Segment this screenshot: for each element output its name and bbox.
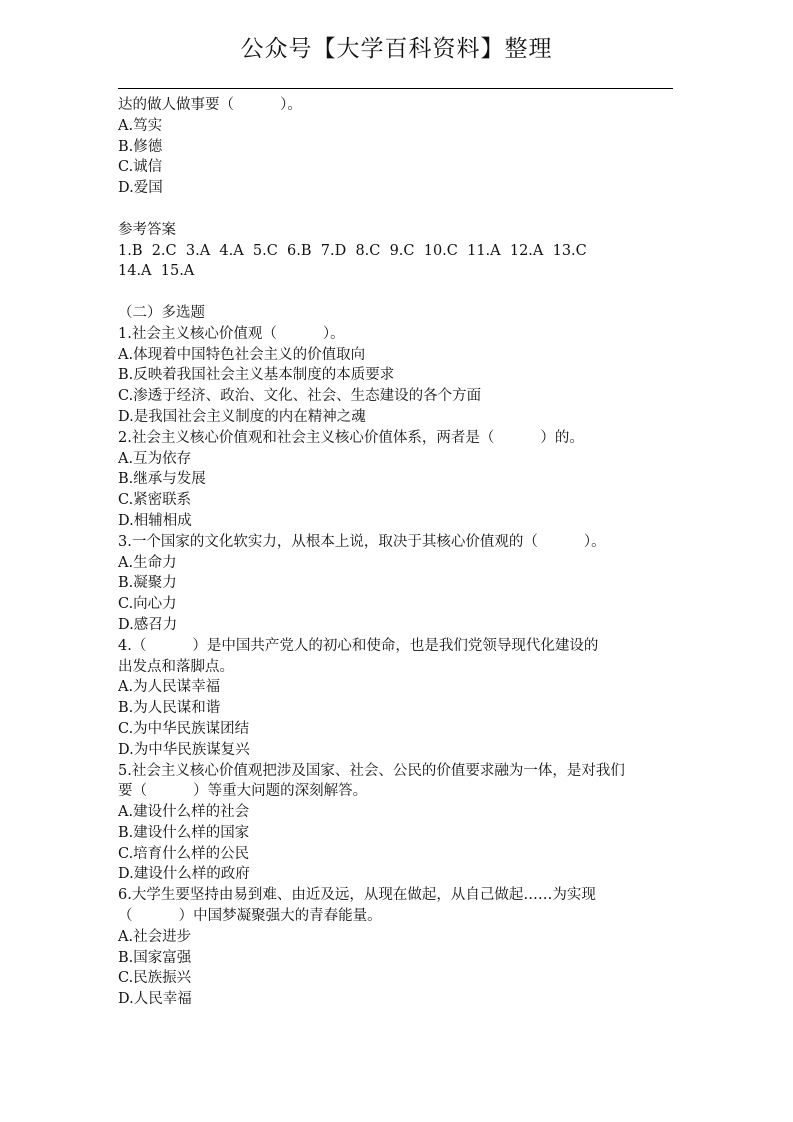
question-stem: 2.社会主义核心价值观和社会主义核心价值体系，两者是（ ）的。 — [118, 429, 584, 446]
option-b: B.凝聚力 — [118, 575, 177, 592]
option-c: C.培育什么样的公民 — [118, 845, 250, 862]
option-d: D.人民幸福 — [118, 991, 192, 1008]
option-d: D.是我国社会主义制度的内在精神之魂 — [118, 408, 366, 425]
answers-line-2: 14.A 15.A — [118, 263, 195, 280]
header-divider — [118, 88, 673, 89]
option-d: D.相辅相成 — [118, 512, 192, 529]
document-body — [118, 95, 678, 1010]
question-stem: 3.一个国家的文化软实力，从根本上说，取决于其核心价值观的（ ）。 — [118, 533, 606, 550]
option-a: A.笃实 — [118, 117, 163, 134]
option-c: C.民族振兴 — [118, 970, 192, 987]
option-d: D.爱国 — [118, 180, 163, 197]
option-c: C.向心力 — [118, 596, 177, 613]
question-stem-continued: （ ）中国梦凝聚强大的青春能量。 — [118, 908, 382, 925]
option-b: B.为人民谋和谐 — [118, 700, 221, 717]
question-stem: 4.（ ）是中国共产党人的初心和使命，也是我们党领导现代化建设的 — [118, 637, 599, 654]
answers-heading: 参考答案 — [118, 221, 176, 238]
option-a: A.建设什么样的社会 — [118, 804, 250, 821]
spacer — [118, 199, 678, 220]
option-a: A.生命力 — [118, 554, 177, 571]
option-a: A.互为依存 — [118, 450, 192, 467]
question-stem-continued: 出发点和落脚点。 — [118, 658, 234, 675]
option-b: B.国家富强 — [118, 949, 192, 966]
question-stem-continued: 要（ ）等重大问题的深刻解答。 — [118, 783, 368, 800]
option-a: A.社会进步 — [118, 928, 192, 945]
option-d: D.感召力 — [118, 616, 178, 633]
section-title: （二）多选题 — [118, 304, 205, 321]
option-b: B.反映着我国社会主义基本制度的本质要求 — [118, 367, 395, 384]
option-a: A.体现着中国特色社会主义的价值取向 — [118, 346, 366, 363]
option-b: B.继承与发展 — [118, 471, 206, 488]
option-c: C.诚信 — [118, 159, 163, 176]
question-stem: 5.社会主义核心价值观把涉及国家、社会、公民的价值要求融为一体，是对我们 — [118, 762, 625, 779]
question-stem: 达的做人做事要（ ）。 — [118, 97, 302, 113]
answers-line-1: 1.B 2.C 3.A 4.A 5.C 6.B 7.D 8.C 9.C 10.C 11.A 12.A 13.C — [118, 242, 587, 259]
spacer — [118, 282, 678, 303]
option-d: D.为中华民族谋复兴 — [118, 741, 250, 758]
option-d: D.建设什么样的政府 — [118, 866, 250, 883]
question-stem: 6.大学生要坚持由易到难、由近及远，从现在做起，从自己做起……为实现 — [118, 887, 596, 904]
option-b: B.建设什么样的国家 — [118, 824, 250, 841]
question-stem: 1.社会主义核心价值观（ ）。 — [118, 325, 345, 342]
option-a: A.为人民谋幸福 — [118, 679, 221, 696]
page-header-title: 公众号【大学百科资料】整理 — [240, 36, 553, 62]
option-c: C.渗透于经济、政治、文化、社会、生态建设的各个方面 — [118, 388, 482, 405]
option-b: B.修德 — [118, 138, 163, 155]
option-c: C.为中华民族谋团结 — [118, 720, 250, 737]
option-c: C.紧密联系 — [118, 492, 192, 509]
